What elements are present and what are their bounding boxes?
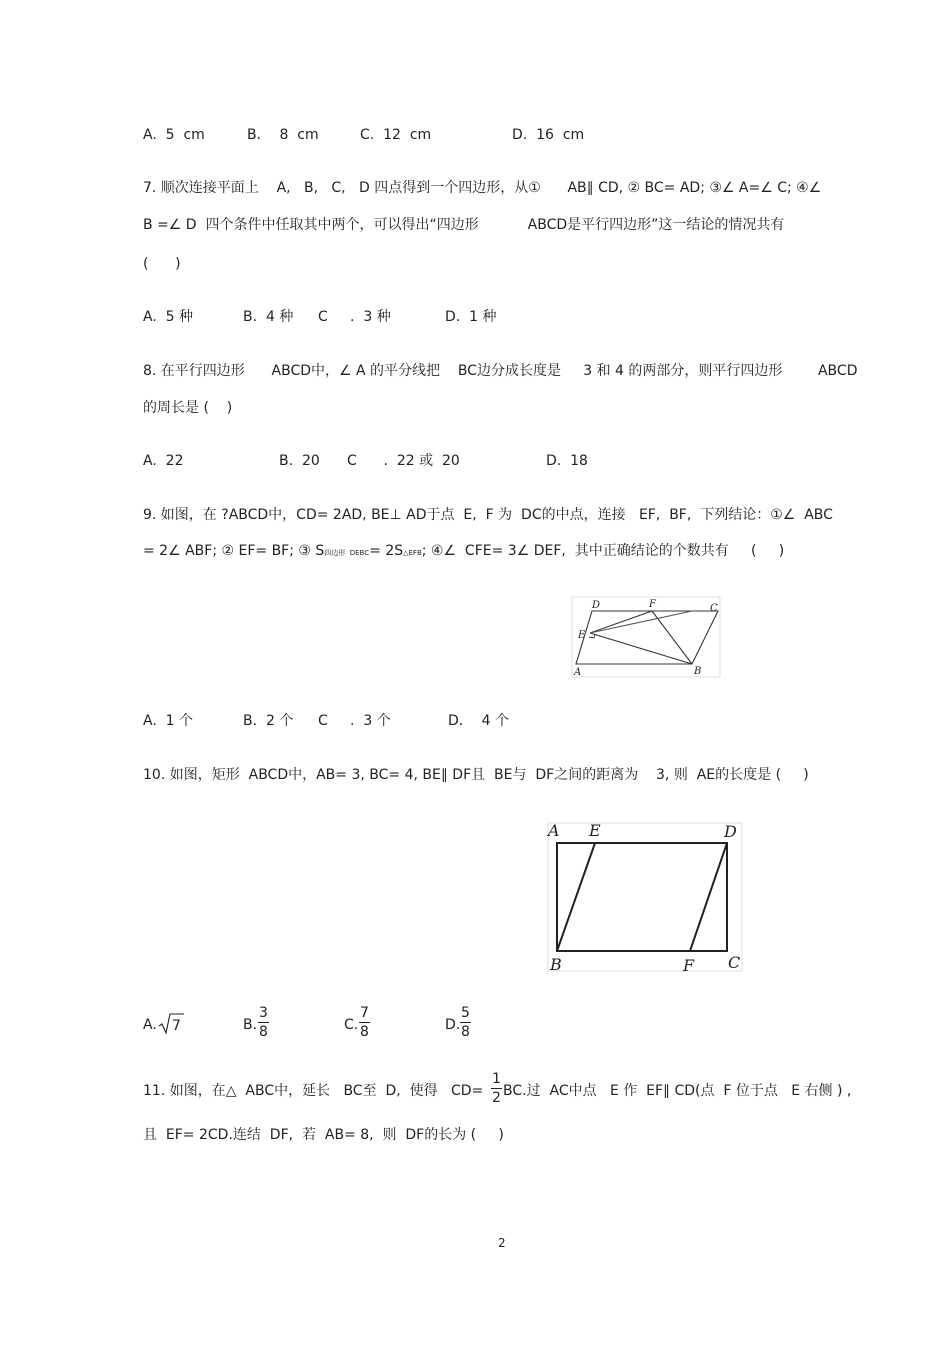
q9-label-e: E — [578, 630, 586, 641]
q9-segment-eb — [590, 633, 692, 664]
q10-option-b-prefix: B. — [243, 1017, 258, 1033]
q7-option-d: D. 1 种 — [445, 309, 497, 325]
q9-label-f: F — [649, 599, 656, 610]
q9-line2-part-b: = 2S — [369, 543, 404, 559]
q10-radicand: 7 — [172, 1018, 181, 1034]
q10-option-d-numerator: 5 — [461, 1005, 470, 1021]
q8-option-c: C . 22 或 20 — [347, 453, 460, 469]
q9-parallelogram-figure — [570, 595, 722, 679]
q8-line2: 的周长是 ( ) — [143, 400, 233, 416]
q8-option-a: A. 22 — [143, 453, 184, 469]
q9-segment-fb — [652, 611, 692, 664]
q6-option-b: B． 8 cm — [247, 127, 319, 143]
q9-subscript-debc: 四边形 DEBC — [324, 549, 370, 557]
q10-option-d-fraction — [460, 1006, 471, 1039]
q7-option-c: C . 3 种 — [318, 309, 391, 325]
q11-line2: 且 EF= 2CD.连结 DF, 若 AB= 8, 则 DF的长为 ( ) — [143, 1127, 504, 1143]
q9-label-b: B — [694, 666, 702, 677]
page-number: 2 — [498, 1236, 506, 1250]
q7-line1: 7. 顺次连接平面上 A, B, C, D 四点得到一个四边形，从① AB∥ CD, ② BC= AD; ③∠ A=∠ C; ④∠ — [143, 180, 822, 196]
q10-label-d: D — [724, 822, 737, 841]
q10-option-b-bar — [258, 1022, 269, 1023]
q7-line3: ( ) — [143, 256, 181, 272]
q9-line2-part-c: ; ④∠ CFE= 3∠ DEF, 其中正确结论的个数共有 ( ) — [421, 543, 785, 559]
q11-fraction-bar — [491, 1088, 502, 1089]
q10-label-f: F — [683, 956, 695, 974]
q10-option-a-prefix: A. — [143, 1017, 157, 1033]
q9-option-b: B. 2 个 — [243, 713, 294, 729]
q11-fraction-half — [491, 1072, 502, 1105]
q11-fraction-denominator: 2 — [492, 1090, 501, 1106]
q10-option-c-bar — [359, 1022, 370, 1023]
q9-option-d: D． 4 个 — [448, 713, 510, 729]
q10-segment-df — [690, 843, 727, 951]
q10-rectangle-abcd — [557, 843, 727, 951]
q7-option-a: A. 5 种 — [143, 309, 194, 325]
q10-label-c: C — [728, 953, 741, 972]
q10-option-c-fraction — [359, 1006, 370, 1039]
q11-line1-part-b: BC.过 AC中点 E 作 EF∥ CD(点 F 位于点 E 右侧 ) , — [503, 1083, 852, 1099]
q11-line1-part-a: 11. 如图，在△ ABC中，延长 BC至 D, 使得 CD= — [143, 1083, 484, 1099]
q7-option-b: B. 4 种 — [243, 309, 294, 325]
q8-option-b: B. 20 — [279, 453, 320, 469]
q9-subscript-efb: △EFB — [403, 549, 422, 557]
q10-line1: 10. 如图，矩形 ABCD中，AB= 3, BC= 4, BE∥ DF且 BE与 DF之间的距离为 3, 则 AE的长度是 ( ) — [143, 767, 809, 783]
q9-line2 — [143, 544, 784, 558]
q9-parallelogram-abcd — [576, 611, 718, 664]
q10-option-c-numerator: 7 — [360, 1005, 369, 1021]
q10-option-d-prefix: D. — [445, 1017, 461, 1033]
q11-fraction-numerator: 1 — [492, 1071, 501, 1087]
q10-sqrt-symbol — [158, 1012, 184, 1036]
q10-option-b-numerator: 3 — [259, 1005, 268, 1021]
q6-option-d: D. 16 cm — [512, 127, 585, 143]
q10-segment-be — [557, 843, 595, 951]
q10-option-d-denominator: 8 — [461, 1024, 470, 1040]
q10-option-d-bar — [460, 1022, 471, 1023]
q6-option-a: A. 5 cm — [143, 127, 205, 143]
q10-option-c-denominator: 8 — [360, 1024, 369, 1040]
q10-rectangle-figure — [546, 818, 744, 974]
q9-option-a: A. 1 个 — [143, 713, 194, 729]
q10-option-a — [143, 1018, 157, 1032]
q10-label-b: B — [550, 955, 562, 974]
q9-label-d: D — [592, 600, 601, 611]
q8-line1: 8. 在平行四边形 ABCD中，∠ A 的平分线把 BC边分成长度是 3 和 4 的两部分，则平行四边形 ABCD — [143, 363, 858, 379]
q9-segment-ec — [590, 611, 692, 633]
q10-label-e: E — [589, 821, 601, 840]
q10-option-c-prefix: C. — [344, 1017, 359, 1033]
q10-option-b-denominator: 8 — [259, 1024, 268, 1040]
q9-label-a: A — [574, 667, 582, 678]
q9-line1: 9. 如图，在 ?ABCD中，CD= 2AD, BE⊥ AD于点 E, F 为 DC的中点，连接 EF, BF, 下列结论：①∠ ABC — [143, 507, 833, 523]
q10-figure-frame — [548, 823, 742, 971]
q8-option-d: D. 18 — [546, 453, 588, 469]
q9-option-c: C . 3 个 — [318, 713, 391, 729]
q6-option-c: C. 12 cm — [360, 127, 432, 143]
q10-option-b-fraction — [258, 1006, 269, 1039]
q9-label-c: C — [710, 603, 718, 614]
q10-label-a: A — [548, 821, 560, 840]
q9-line2-part-a: = 2∠ ABF; ② EF= BF; ③ S — [143, 543, 325, 559]
q7-line2: B =∠ D 四个条件中任取其中两个，可以得出“四边形 ABCD是平行四边形”这一结论的情况共有 — [143, 217, 785, 233]
